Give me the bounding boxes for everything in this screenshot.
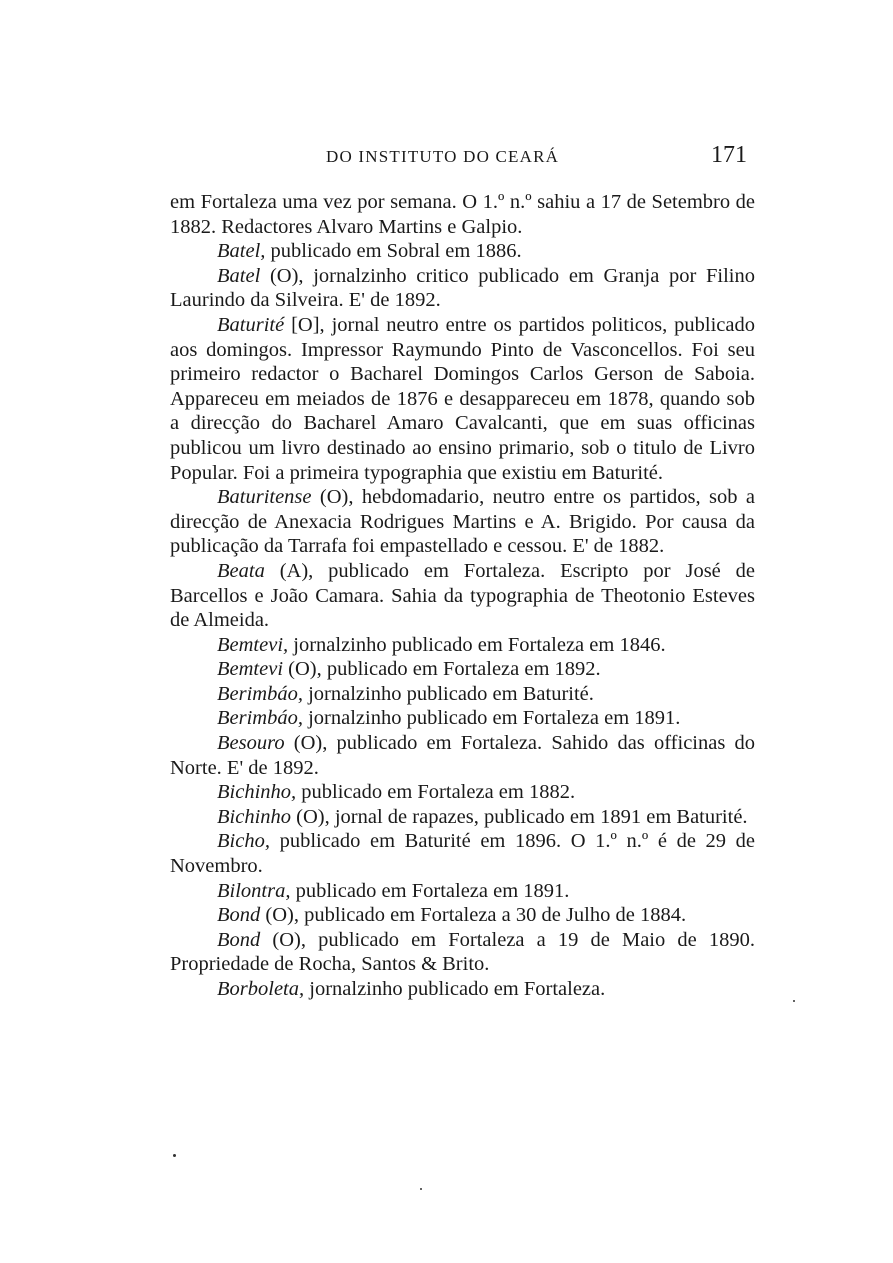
- entry-title: Bicho,: [217, 830, 270, 853]
- entry-title: Beata: [217, 559, 265, 582]
- entry-paragraph: [170, 682, 755, 707]
- entry-paragraph: [170, 190, 755, 239]
- entry-text: publicado em Sobral em 1886.: [265, 240, 522, 263]
- entry-title: Berimbáo,: [217, 682, 303, 705]
- entry-text: jornalzinho publicado em Fortaleza em 1891.: [302, 707, 681, 730]
- entry-text: publicado em Baturité em 1896. O 1.º n.º é de 29 de Novembro.: [170, 830, 755, 878]
- entry-text: jornalzinho publicado em Baturité.: [302, 682, 594, 705]
- entry-text: (O), publicado em Fortaleza a 30 de Julho de 1884.: [260, 904, 687, 927]
- entry-title: Bilontra,: [217, 879, 291, 902]
- entry-paragraph: [170, 977, 755, 1002]
- entry-title: Batel: [217, 264, 261, 287]
- entry-text: [O], jornal neutro entre os partidos politicos, publicado aos domingos. Impressor Raymundo Pinto de Vasconcellos. Foi seu primeiro redactor o Bacharel Domingos Carlos Gerson de Saboia. Appareceu em meiados de 1876 e desappareceu em 1878, quando sob a direcção do Bacharel Amaro Cavalcanti, que em suas officinas publicou um livro destinado ao ensino primario, sob o titulo de Livro Popular. Foi a primeira typographia que existiu em Baturité.: [170, 313, 755, 484]
- entry-title: Berimbáo,: [217, 707, 303, 730]
- entry-text: (O), hebdomadario, neutro entre os partidos, sob a direcção de Anexacia Rodrigues Martins e A. Brigido. Por causa da publicação da Tarrafa foi empastellado e cessou. E' de 1882.: [170, 486, 755, 558]
- entry-text: (O), publicado em Fortaleza a 19 de Maio de 1890. Propriedade de Rocha, Santos & Brito.: [170, 928, 755, 976]
- running-header: DO INSTITUTO DO CEARÁ: [326, 147, 560, 166]
- entry-paragraph: [170, 264, 755, 313]
- entry-paragraph: [170, 633, 755, 658]
- entry-text: jornalzinho publicado em Fortaleza.: [304, 978, 606, 1000]
- entry-paragraph: [170, 485, 755, 559]
- entry-paragraph: [170, 903, 755, 928]
- entry-text: jornalzinho publicado em Fortaleza em 1846.: [288, 633, 666, 656]
- entry-paragraph: [170, 879, 755, 904]
- entry-text: (A), publicado em Fortaleza. Escripto por José de Barcellos e João Camara. Sahia da typographia de Theotonio Esteves de Almeida.: [170, 559, 755, 632]
- entry-title: Bemtevi: [217, 658, 284, 681]
- entry-text: publicado em Fortaleza em 1891.: [290, 879, 570, 902]
- entry-paragraph: [170, 313, 755, 485]
- entry-paragraph: [170, 780, 755, 805]
- entry-title: Borboleta,: [217, 978, 305, 1000]
- entry-paragraph: [170, 559, 755, 633]
- entry-paragraph: [170, 239, 755, 264]
- entry-text: (O), jornalzinho critico publicado em Granja por Filino Laurindo da Silveira. E' de 1892.: [170, 264, 755, 312]
- entry-text: (O), publicado em Fortaleza. Sahido das officinas do Norte. E' de 1892.: [170, 732, 755, 779]
- entry-paragraph: [170, 731, 755, 780]
- entry-text: publicado em Fortaleza em 1882.: [296, 781, 576, 804]
- scan-speck: [793, 1000, 795, 1002]
- entry-title: Bond: [217, 928, 261, 951]
- entry-paragraph: [170, 657, 755, 682]
- entry-paragraph: [170, 829, 755, 878]
- scan-speck: [173, 1154, 176, 1157]
- entry-title: Bemtevi,: [217, 633, 289, 656]
- entry-title: Besouro: [217, 732, 285, 755]
- body-text: [170, 190, 755, 1002]
- entry-paragraph: [170, 805, 755, 830]
- entry-title: Bond: [217, 904, 261, 927]
- scan-speck: [420, 1188, 422, 1190]
- entry-text: (O), jornal de rapazes, publicado em 1891 em Baturité.: [291, 805, 748, 828]
- entry-title: Bichinho,: [217, 781, 297, 804]
- entry-title: Baturité: [217, 313, 285, 336]
- entry-title: Batel,: [217, 240, 266, 263]
- entry-text: (O), publicado em Fortaleza em 1892.: [283, 658, 601, 681]
- entry-paragraph: [170, 928, 755, 977]
- entry-title: Baturitense: [217, 486, 312, 509]
- page-number: 171: [711, 142, 747, 168]
- entry-title: Bichinho: [217, 805, 292, 828]
- entry-paragraph: [170, 706, 755, 731]
- entry-text: em Fortaleza uma vez por semana. O 1.º n.º sahiu a 17 de Setembro de 1882. Redactores Alvaro Martins e Galpio.: [170, 191, 755, 238]
